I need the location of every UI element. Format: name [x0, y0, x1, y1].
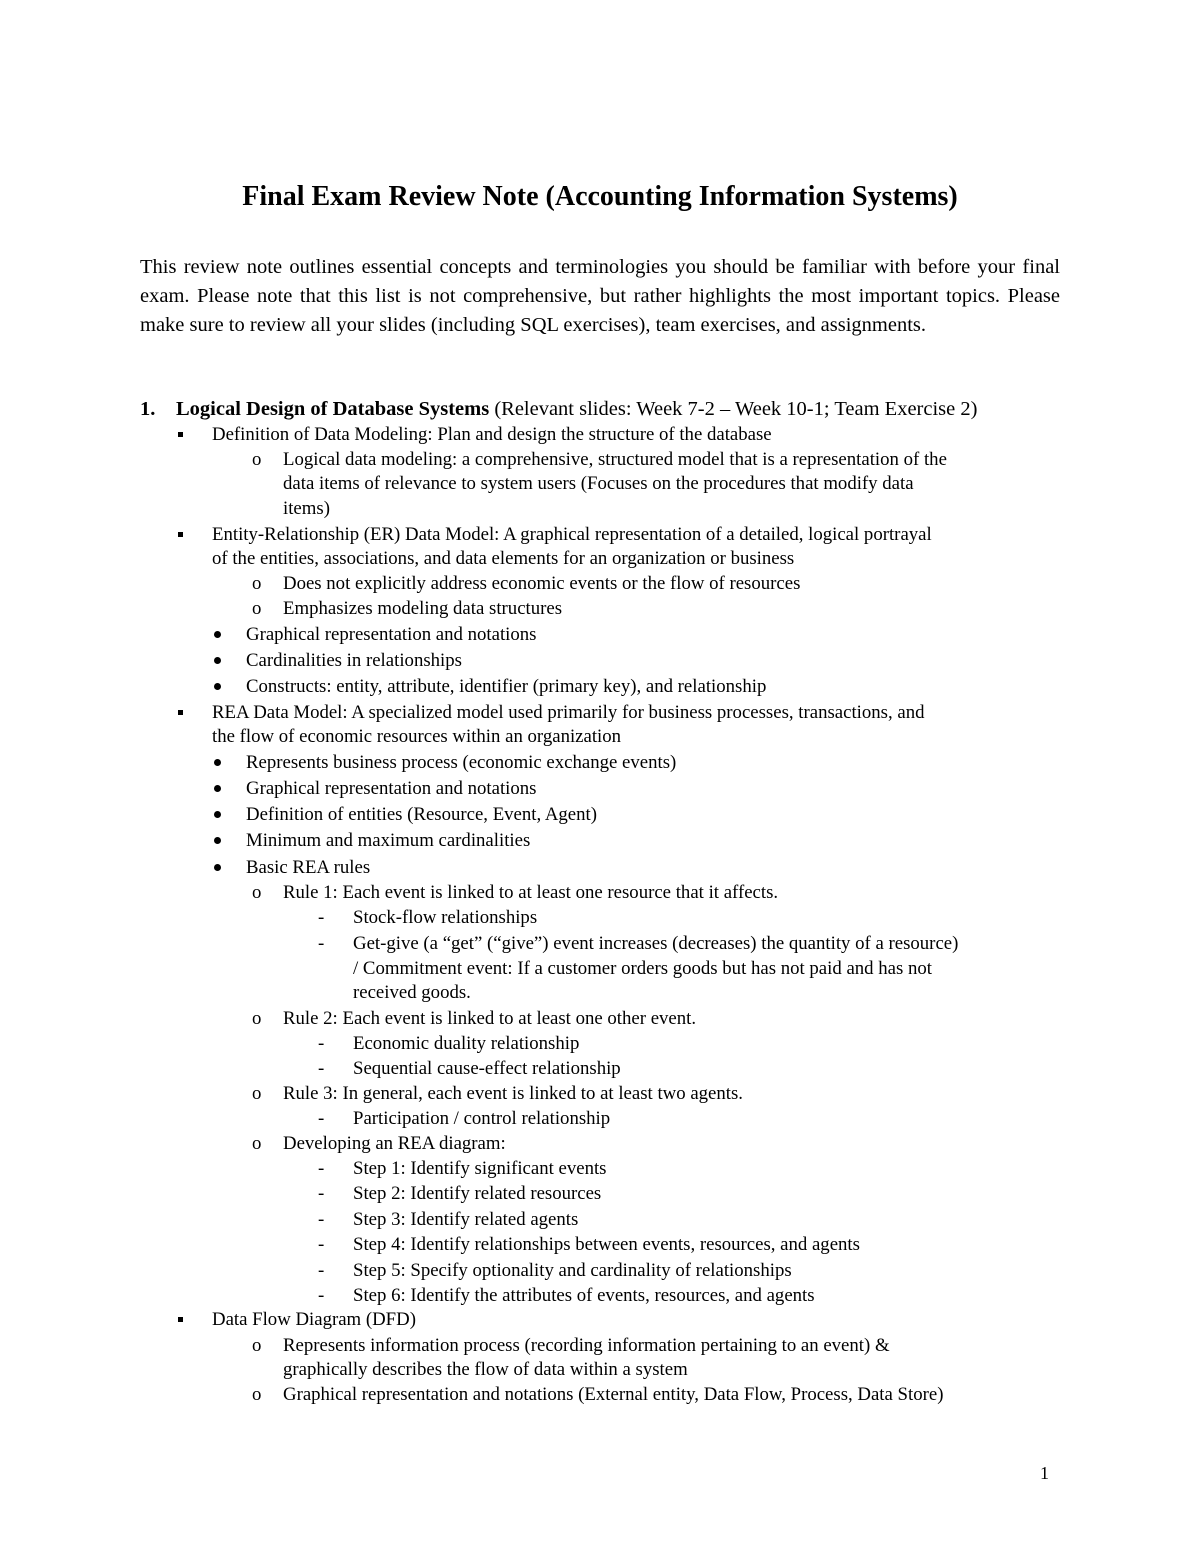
list-item: Step 4: Identify relationships between events, resources, and agents: [353, 1234, 860, 1255]
list-item: Graphical representation and notations: [246, 624, 537, 645]
dot-bullet: [214, 811, 221, 818]
list-item: Basic REA rules: [246, 857, 371, 878]
list-item: Economic duality relationship: [353, 1033, 580, 1054]
circle-bullet: o: [252, 449, 262, 470]
dash-bullet: -: [318, 1209, 325, 1230]
list-item: Step 6: Identify the attributes of events, resources, and agents: [353, 1285, 815, 1306]
square-bullet: [178, 1317, 183, 1322]
list-item: Rule 3: In general, each event is linked to at least two agents.: [283, 1083, 743, 1104]
dot-bullet: [214, 837, 221, 844]
list-item: the flow of economic resources within an organization: [212, 726, 622, 747]
list-item: Sequential cause-effect relationship: [353, 1058, 621, 1079]
dot-bullet: [214, 785, 221, 792]
circle-bullet: o: [252, 1083, 262, 1104]
list-item: Step 5: Specify optionality and cardinality of relationships: [353, 1260, 792, 1281]
list-item: Data Flow Diagram (DFD): [212, 1309, 416, 1330]
list-item: Entity-Relationship (ER) Data Model: A graphical representation of a detailed, logical portrayal: [212, 524, 932, 545]
list-item: of the entities, associations, and data elements for an organization or business: [212, 548, 795, 569]
list-item: Does not explicitly address economic events or the flow of resources: [283, 573, 801, 594]
list-item: Get-give (a “get” (“give”) event increases (decreases) the quantity of a resource): [353, 933, 959, 954]
list-item: Step 1: Identify significant events: [353, 1158, 607, 1179]
dash-bullet: -: [318, 1183, 325, 1204]
circle-bullet: o: [252, 1384, 262, 1405]
circle-bullet: o: [252, 598, 262, 619]
list-item: received goods.: [353, 982, 471, 1003]
list-item: Step 3: Identify related agents: [353, 1209, 579, 1230]
dash-bullet: -: [318, 1033, 325, 1054]
document-title: Final Exam Review Note (Accounting Information Systems): [242, 181, 958, 212]
page-number: 1: [1040, 1463, 1049, 1483]
list-item: Graphical representation and notations (External entity, Data Flow, Process, Data Store): [283, 1384, 944, 1405]
list-item: data items of relevance to system users (Focuses on the procedures that modify data: [283, 473, 914, 494]
dot-bullet: [214, 864, 221, 871]
square-bullet: [178, 532, 183, 537]
section-number: 1.: [140, 398, 156, 420]
list-item: Definition of entities (Resource, Event, Agent): [246, 804, 598, 825]
dot-bullet: [214, 759, 221, 766]
circle-bullet: o: [252, 882, 262, 903]
list-item: items): [283, 498, 330, 519]
list-item: Represents business process (economic exchange events): [246, 752, 677, 773]
list-item: Rule 2: Each event is linked to at least one other event.: [283, 1008, 697, 1029]
list-item: Represents information process (recording information pertaining to an event) &: [283, 1335, 890, 1356]
dash-bullet: -: [318, 1285, 325, 1306]
list-item: Emphasizes modeling data structures: [283, 598, 563, 619]
dash-bullet: -: [318, 1234, 325, 1255]
list-item: Stock-flow relationships: [353, 907, 538, 928]
circle-bullet: o: [252, 1008, 262, 1029]
dash-bullet: -: [318, 907, 325, 928]
list-item: Participation / control relationship: [353, 1108, 611, 1129]
list-item: Graphical representation and notations: [246, 778, 537, 799]
list-item: Developing an REA diagram:: [283, 1133, 506, 1154]
dash-bullet: -: [318, 1158, 325, 1179]
dot-bullet: [214, 631, 221, 638]
list-item: Definition of Data Modeling: Plan and design the structure of the database: [212, 424, 772, 445]
list-item: Logical data modeling: a comprehensive, structured model that is a representation of the: [283, 449, 947, 470]
circle-bullet: o: [252, 1335, 262, 1356]
section-note: (Relevant slides: Week 7-2 – Week 10-1; Team Exercise 2): [489, 398, 978, 420]
list-item: Step 2: Identify related resources: [353, 1183, 602, 1204]
list-item: graphically describes the flow of data within a system: [283, 1359, 688, 1380]
square-bullet: [178, 710, 183, 715]
dash-bullet: -: [318, 1058, 325, 1079]
list-item: Constructs: entity, attribute, identifier (primary key), and relationship: [246, 676, 767, 697]
list-item: Cardinalities in relationships: [246, 650, 462, 671]
list-item: / Commitment event: If a customer orders goods but has not paid and has not: [353, 958, 932, 979]
section-heading: [176, 396, 977, 422]
list-item: REA Data Model: A specialized model used primarily for business processes, transactions, and: [212, 702, 925, 723]
section-title: Logical Design of Database Systems: [176, 398, 490, 420]
circle-bullet: o: [252, 573, 262, 594]
circle-bullet: o: [252, 1133, 262, 1154]
dot-bullet: [214, 683, 221, 690]
dash-bullet: -: [318, 1108, 325, 1129]
dot-bullet: [214, 657, 221, 664]
dash-bullet: -: [318, 933, 325, 954]
intro-paragraph: This review note outlines essential concepts and terminologies you should be familiar with before your final exam. Please note that this list is not comprehensive, but rather highlights the most important topics. Please make sure to review all your slides (including SQL exercises), team exercises, and assignments.: [140, 256, 1060, 336]
list-item: Rule 1: Each event is linked to at least one resource that it affects.: [283, 882, 779, 903]
list-item: Minimum and maximum cardinalities: [246, 830, 531, 851]
dash-bullet: -: [318, 1260, 325, 1281]
square-bullet: [178, 432, 183, 437]
